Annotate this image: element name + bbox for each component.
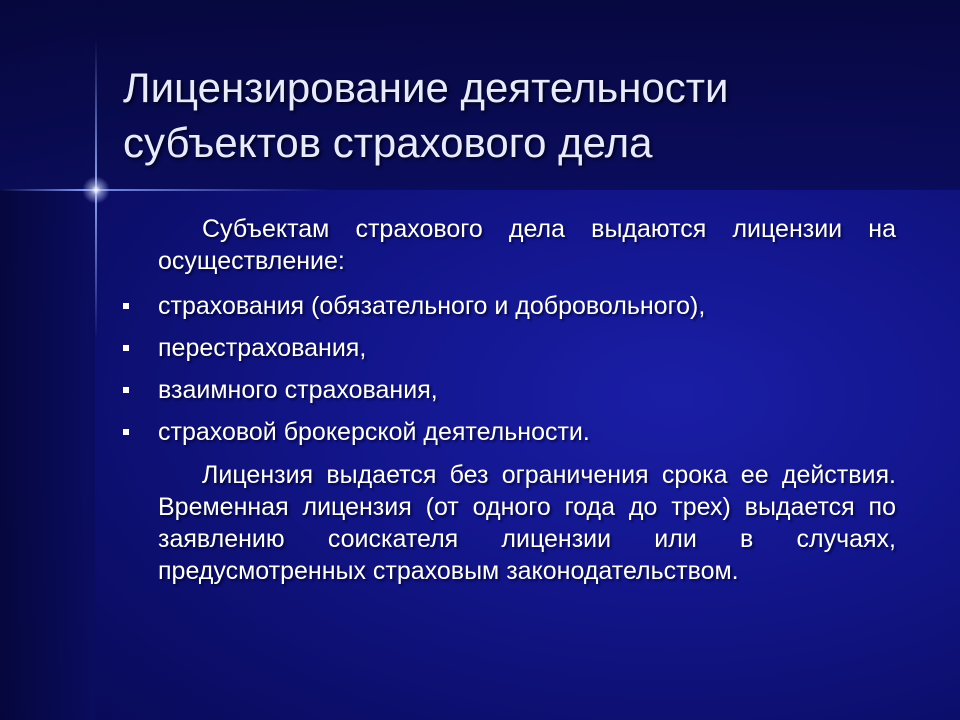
square-bullet-icon [123, 429, 129, 435]
square-bullet-icon [123, 303, 129, 309]
square-bullet-icon [123, 345, 129, 351]
list-item [158, 285, 896, 327]
list-item-text: взаимного страхования, [158, 376, 438, 404]
horizontal-light-line [0, 189, 330, 191]
star-flare-icon [82, 176, 110, 204]
list-item [158, 369, 896, 411]
slide-body [158, 213, 896, 587]
intro-paragraph: Субъектам страхового дела выдаются лицензии на осуществление: [158, 215, 896, 275]
license-types-list [158, 285, 896, 453]
square-bullet-icon [123, 387, 129, 393]
list-item-text: перестрахования, [158, 334, 367, 362]
list-item [158, 327, 896, 369]
slide-title: Лицензирование деятельности субъектов страхового дела [123, 64, 729, 166]
list-item-text: страхования (обязательного и добровольного), [158, 292, 706, 320]
list-item-text: страховой брокерской деятельности. [158, 418, 590, 446]
closing-paragraph: Лицензия выдается без ограничения срока ее действия. Временная лицензия (от одного года до трех) выдается по заявлению соискателя лицензии или в случаях, предусмотренных страховым законодательством. [158, 461, 896, 585]
list-item [158, 411, 896, 453]
